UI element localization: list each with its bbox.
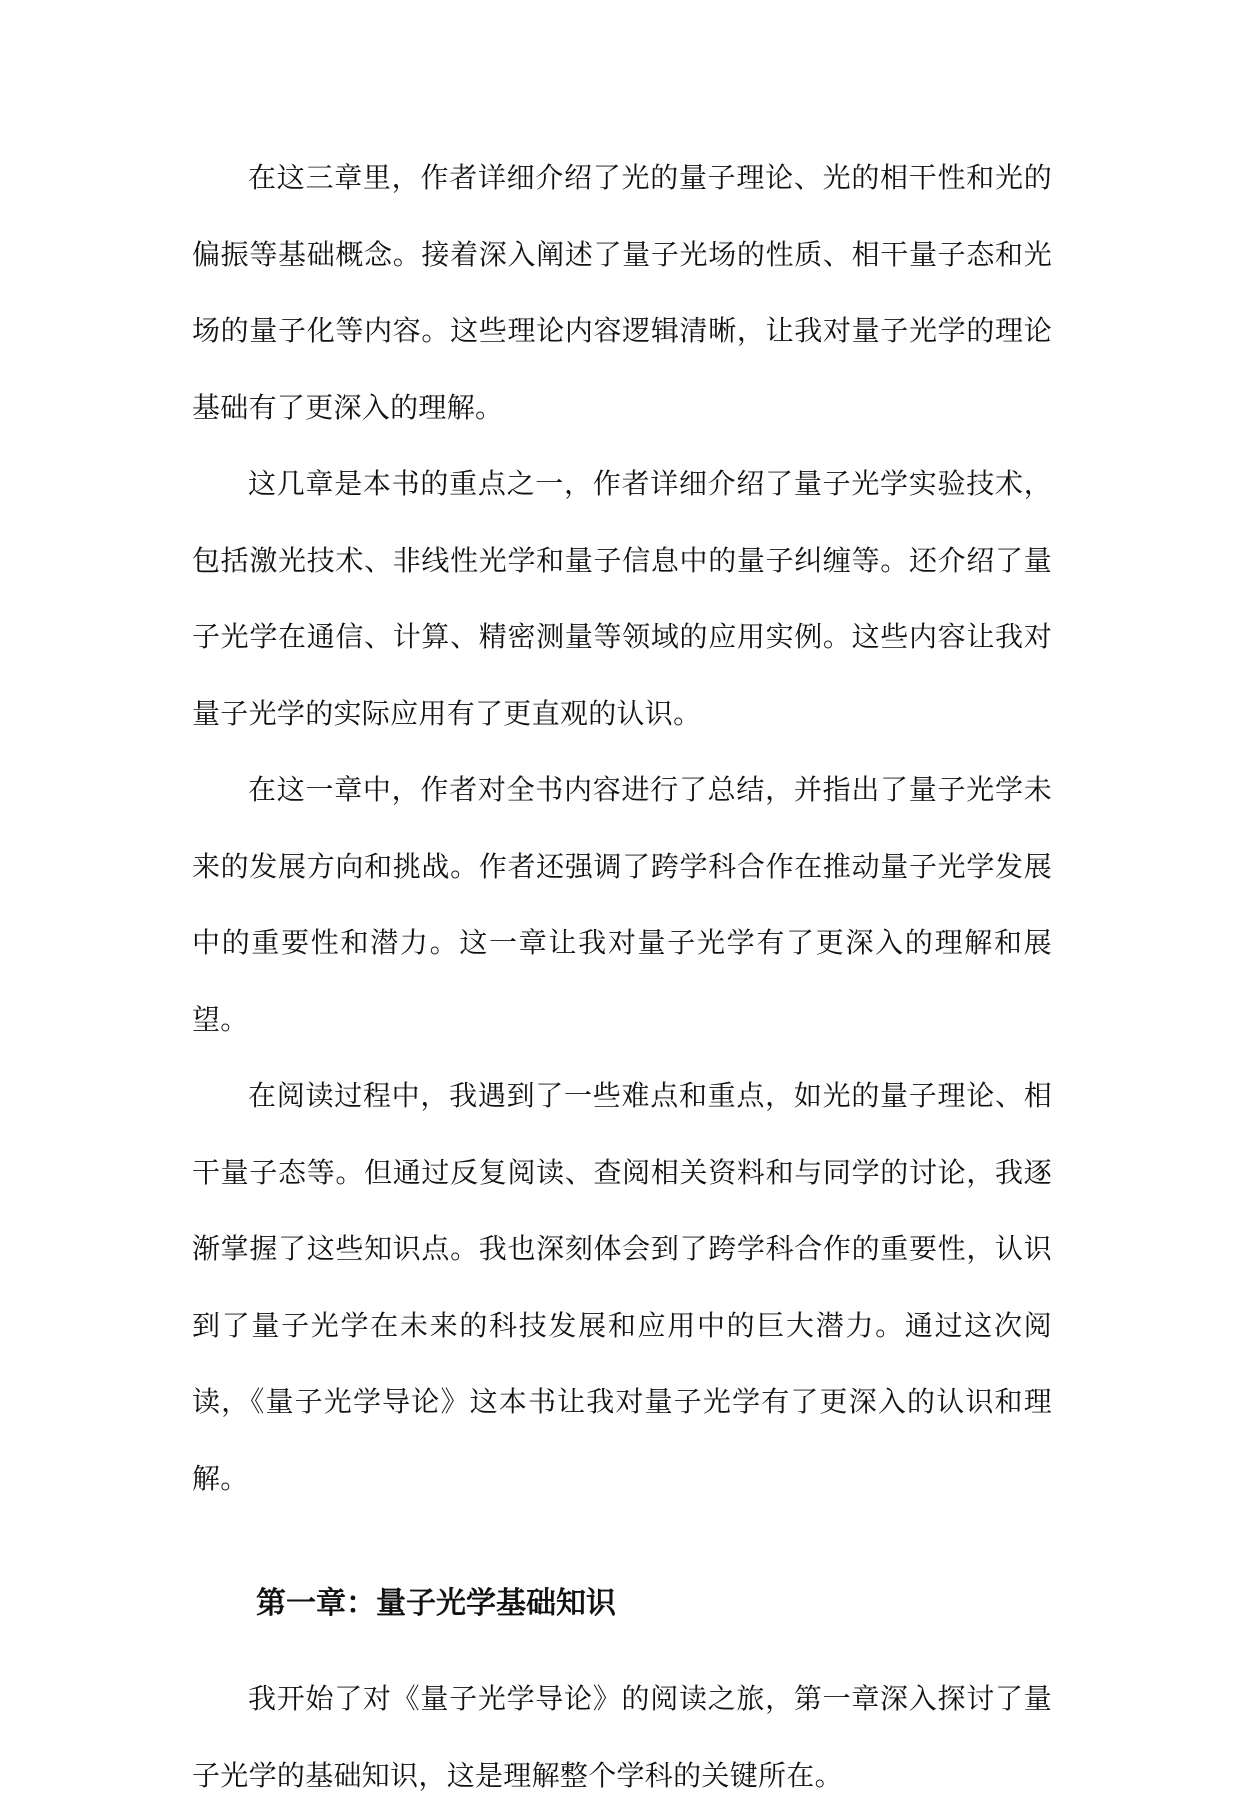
document-page [192,140,1052,1814]
body-paragraph: 我开始了对《量子光学导论》的阅读之旅，第一章深入探讨了量子光学的基础知识，这是理解整个学科的关键所在。 [192,1682,1052,1792]
body-paragraph: 在这一章中，作者对全书内容进行了总结，并指出了量子光学未来的发展方向和挑战。作者还强调了跨学科合作在推动量子光学发展中的重要性和潜力。这一章让我对量子光学有了更深入的理解和展望。 [192,773,1052,1036]
body-paragraph: 这几章是本书的重点之一，作者详细介绍了量子光学实验技术，包括激光技术、非线性光学和量子信息中的量子纠缠等。还介绍了量子光学在通信、计算、精密测量等领域的应用实例。这些内容让我对量子光学的实际应用有了更直观的认识。 [192,467,1052,730]
body-paragraph: 在这三章里，作者详细介绍了光的量子理论、光的相干性和光的偏振等基础概念。接着深入阐述了量子光场的性质、相干量子态和光场的量子化等内容。这些理论内容逻辑清晰，让我对量子光学的理论基础有了更深入的理解。 [192,161,1052,424]
section-heading: 第一章：量子光学基础知识 [256,1586,616,1621]
body-paragraph: 在阅读过程中，我遇到了一些难点和重点，如光的量子理论、相干量子态等。但通过反复阅读、查阅相关资料和与同学的讨论，我逐渐掌握了这些知识点。我也深刻体会到了跨学科合作的重要性，认识到了量子光学在未来的科技发展和应用中的巨大潜力。通过这次阅读，《量子光学导论》这本书让我对量子光学有了更深入的认识和理解。 [192,1079,1052,1495]
section-heading-block [192,1547,1052,1661]
